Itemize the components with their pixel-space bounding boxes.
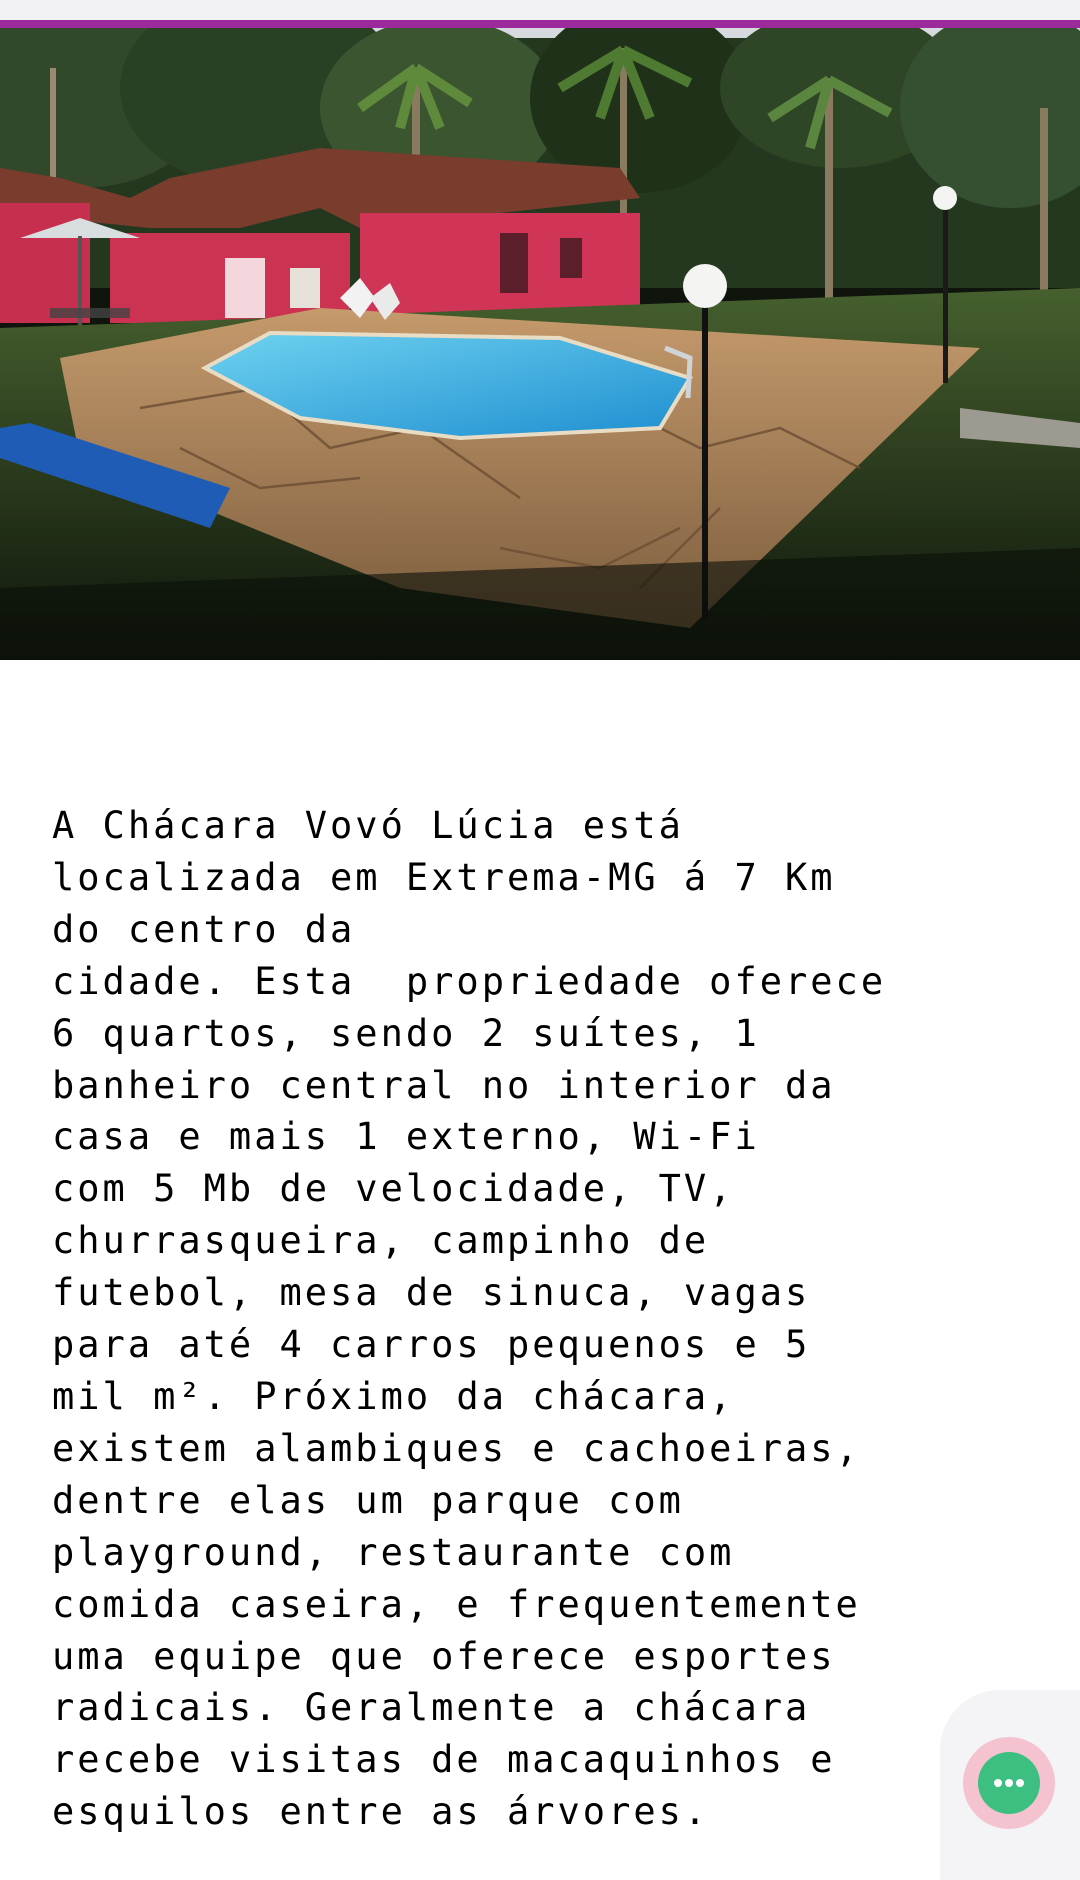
description-line: com 5 Mb de velocidade, TV, xyxy=(52,1167,735,1211)
description-line: futebol, mesa de sinuca, vagas xyxy=(52,1271,811,1315)
description-line: recebe visitas de macaquinhos e xyxy=(52,1738,836,1782)
description-line: mil m². Próximo da chácara, xyxy=(52,1374,735,1418)
description-line: radicais. Geralmente a chácara xyxy=(52,1686,811,1730)
description-line: existem alambiques e cachoeiras, xyxy=(52,1426,861,1470)
description-line: comida caseira, e frequentemente xyxy=(52,1582,861,1626)
description-line: para até 4 carros pequenos e 5 xyxy=(52,1323,811,1367)
listing-description xyxy=(52,800,1052,1838)
description-line: esquilos entre as árvores. xyxy=(52,1790,710,1834)
chat-bubble-dots-icon xyxy=(992,1777,1026,1789)
accent-bar xyxy=(0,20,1080,28)
description-line: A Chácara Vovó Lúcia está xyxy=(52,804,684,847)
property-photo xyxy=(0,28,1080,660)
property-photo-image xyxy=(0,28,1080,660)
description-line: banheiro central no interior da xyxy=(52,1063,836,1107)
description-line: do centro da xyxy=(52,907,356,951)
description-line: casa e mais 1 externo, Wi-Fi xyxy=(52,1115,760,1159)
description-line: uma equipe que oferece esportes xyxy=(52,1634,836,1678)
description-line: localizada em Extrema-MG á 7 Km xyxy=(52,855,836,899)
description-line: dentre elas um parque com xyxy=(52,1478,684,1522)
top-strip xyxy=(0,0,1080,22)
description-line: cidade. Esta propriedade oferece xyxy=(52,959,887,1003)
description-line: 6 quartos, sendo 2 suítes, 1 xyxy=(52,1011,760,1055)
description-line: playground, restaurante com xyxy=(52,1530,735,1574)
description-line: churrasqueira, campinho de xyxy=(52,1219,710,1263)
chat-button-inner[interactable] xyxy=(978,1752,1040,1814)
chat-button[interactable] xyxy=(963,1737,1055,1829)
